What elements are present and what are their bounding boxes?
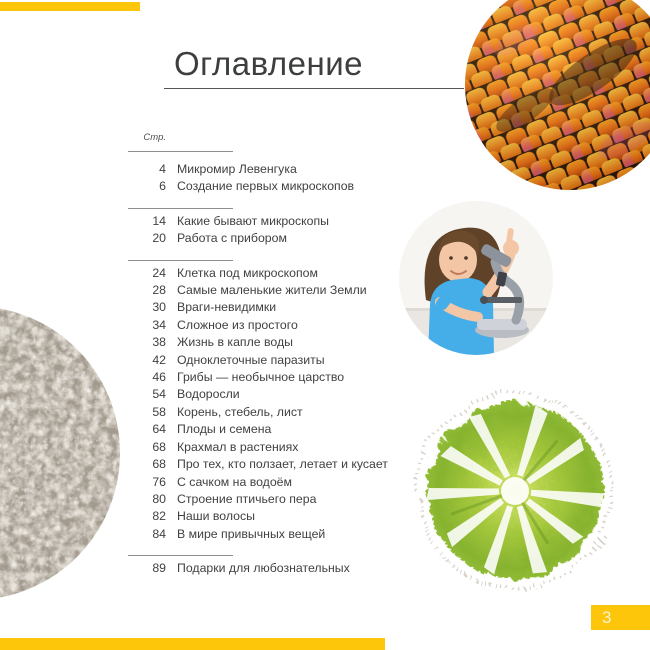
toc-entry-title: Жизнь в капле воды	[177, 335, 293, 350]
toc-entry-title: Создание первых микроскопов	[177, 179, 355, 194]
toc-row[interactable]	[128, 161, 396, 178]
toc-page-number: 14	[152, 213, 166, 228]
column-header-divider	[128, 151, 233, 152]
toc-group-divider	[128, 208, 233, 209]
toc-row[interactable]	[128, 508, 396, 525]
toc-entry-title: Строение птичьего пера	[177, 491, 317, 506]
toc-page-number: 54	[152, 387, 166, 402]
toc-row[interactable]	[128, 404, 396, 421]
girl-with-microscope-image	[398, 200, 554, 356]
toc-row[interactable]	[128, 334, 396, 351]
toc-page-number: 38	[152, 335, 166, 350]
page-column-header: Стр.	[143, 132, 166, 143]
bottom-accent-bar	[0, 638, 385, 650]
toc-row[interactable]	[128, 369, 396, 386]
top-accent-bar	[0, 2, 140, 11]
toc-entry-title: Про тех, кто ползает, летает и кусает	[177, 457, 388, 472]
toc-page-number: 80	[152, 491, 166, 506]
page-number-badge	[591, 605, 650, 630]
toc-entry-title: Грибы — необычное царство	[177, 370, 345, 385]
toc-page-number: 46	[152, 370, 166, 385]
toc-row[interactable]	[128, 230, 396, 247]
toc-entry-title: В мире привычных вещей	[177, 526, 326, 541]
toc-row[interactable]	[128, 317, 396, 334]
toc-row[interactable]	[128, 213, 396, 230]
toc-row[interactable]	[128, 421, 396, 438]
toc-page-number: 20	[152, 231, 166, 246]
toc-row[interactable]	[128, 491, 396, 508]
toc-entry-title: Микромир Левенгука	[177, 162, 297, 176]
sponge-texture-photo	[0, 300, 128, 610]
toc-page-number: 89	[152, 561, 166, 576]
toc-entry-title: Одноклеточные паразиты	[177, 352, 325, 367]
toc-row[interactable]	[128, 439, 396, 456]
toc-row[interactable]	[128, 265, 396, 282]
toc-entry-title: Корень, стебель, лист	[177, 404, 303, 419]
toc-page-number: 42	[152, 352, 166, 367]
toc-page-number: 34	[152, 317, 166, 332]
toc-page-number: 30	[152, 300, 166, 315]
toc-entry-title: Подарки для любознательных	[177, 561, 350, 576]
toc-page-number: 84	[152, 526, 166, 541]
toc-row[interactable]	[128, 526, 396, 543]
butterfly-wing-photo	[465, 0, 650, 190]
toc-group-divider	[128, 260, 233, 261]
page-number: 3	[602, 608, 612, 627]
toc-row[interactable]	[128, 352, 396, 369]
toc-row[interactable]	[128, 386, 396, 403]
title-underline	[164, 88, 464, 89]
page-title: Оглавление	[174, 45, 363, 82]
toc-entry-title: Клетка под микроскопом	[177, 265, 318, 280]
toc-page-number: 64	[152, 422, 166, 437]
toc-page-number: 28	[152, 283, 166, 298]
toc-page-number: 58	[152, 404, 166, 419]
green-algae-photo	[412, 389, 618, 595]
girl-with-microscope-photo	[398, 200, 554, 356]
toc-group-divider	[128, 555, 233, 556]
toc-list	[128, 161, 396, 578]
toc-entry-title: Сложное из простого	[177, 317, 298, 332]
toc-page-number: 6	[159, 179, 166, 194]
toc-row[interactable]	[128, 456, 396, 473]
butterfly-wing-image	[465, 0, 650, 190]
toc-page-number: 4	[159, 162, 166, 176]
toc-entry-title: Какие бывают микроскопы	[177, 213, 330, 228]
toc-entry-title: Самые маленькие жители Земли	[177, 283, 367, 298]
toc-entry-title: Крахмал в растениях	[177, 439, 299, 454]
toc-row[interactable]	[128, 282, 396, 299]
toc-page-number: 24	[152, 265, 166, 280]
green-algae-image	[412, 389, 618, 595]
toc-entry-title: Плоды и семена	[177, 422, 272, 437]
toc-row[interactable]	[128, 178, 396, 195]
toc-entry-title: Работа с прибором	[177, 231, 287, 246]
toc-page-number: 68	[152, 457, 166, 472]
toc-entry-title: Водоросли	[177, 387, 240, 402]
toc-page-number: 82	[152, 509, 166, 524]
toc-page-number: 68	[152, 439, 166, 454]
toc-page-number: 76	[152, 474, 166, 489]
toc-row[interactable]	[128, 299, 396, 316]
toc-row[interactable]	[128, 560, 396, 577]
toc-row[interactable]	[128, 474, 396, 491]
toc-entry-title: Враги-невидимки	[177, 300, 277, 315]
sponge-texture-image	[0, 300, 128, 610]
toc-entry-title: С сачком на водоём	[177, 474, 292, 489]
toc-entry-title: Наши волосы	[177, 509, 255, 524]
